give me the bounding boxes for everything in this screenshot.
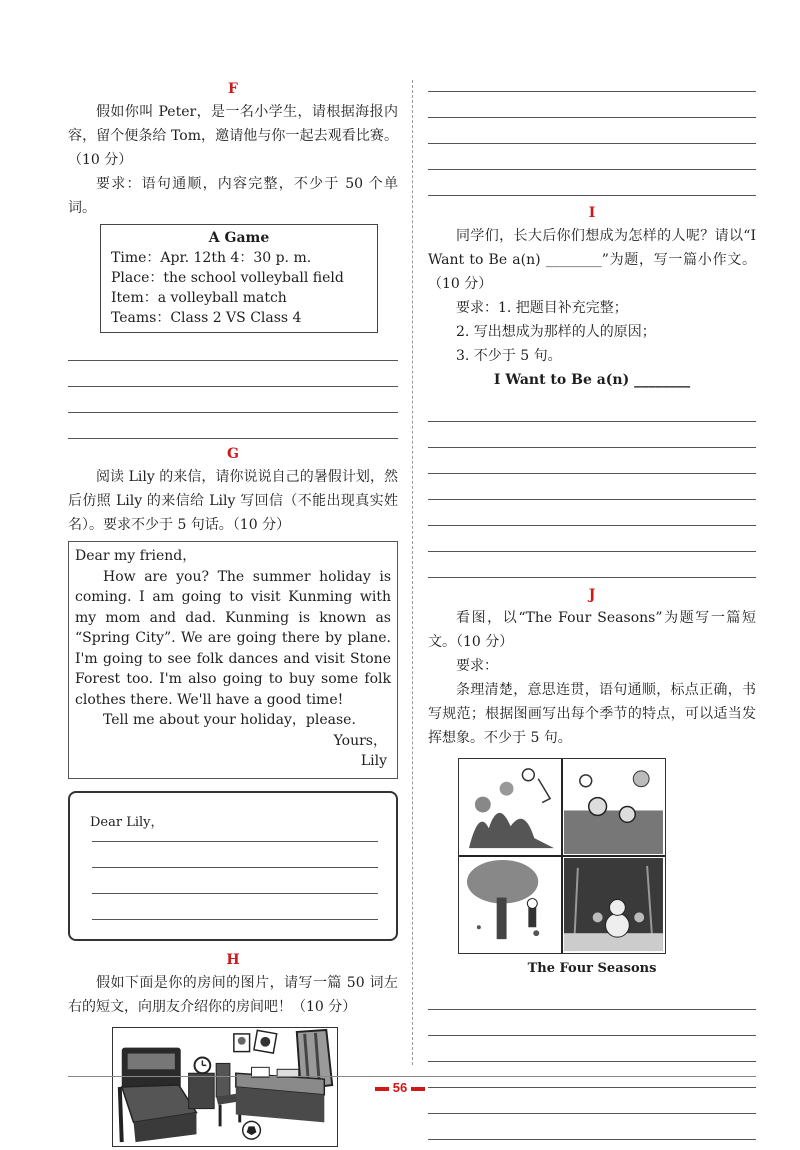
answer-line[interactable] — [428, 66, 756, 92]
answer-line[interactable] — [428, 474, 756, 500]
section-j-intro: 看图，以“The Four Seasons”为题写一篇短文。（10 分） — [428, 610, 756, 650]
poster-teams: Teams：Class 2 VS Class 4 — [111, 310, 302, 326]
letter-sign: Lily — [360, 753, 387, 769]
answer-line[interactable] — [428, 396, 756, 422]
four-seasons-caption: The Four Seasons — [527, 961, 657, 976]
answer-line[interactable] — [428, 500, 756, 526]
section-i-letter: I — [588, 205, 596, 221]
answer-line[interactable] — [428, 1114, 756, 1140]
poster-time: Time：Apr. 12th 4：30 p. m. — [111, 250, 312, 266]
answer-line[interactable] — [68, 361, 398, 387]
left-column — [68, 70, 398, 1147]
section-f-requirement: 要求：语句通顺，内容完整，不少于 50 个单词。 — [68, 176, 398, 216]
answer-line[interactable] — [428, 92, 756, 118]
section-f-letter: F — [228, 81, 238, 97]
page-number: 56 — [370, 1080, 430, 1095]
footer-rule — [68, 1076, 756, 1077]
answer-line[interactable] — [428, 552, 756, 578]
answer-line[interactable] — [428, 448, 756, 474]
right-column — [428, 70, 756, 1140]
section-g-intro: 阅读 Lily 的来信，请你说说自己的暑假计划，然后仿照 Lily 的来信给 Lily 写回信（不能出现真实姓名）。要求不少于 5 句话。（10 分） — [68, 469, 398, 533]
reply-line[interactable] — [92, 841, 378, 842]
lily-letter — [68, 541, 398, 779]
section-i-req1: 要求：1. 把题目补充完整； — [456, 300, 628, 316]
football-icon — [243, 1121, 261, 1139]
section-f-answer-lines — [68, 335, 398, 439]
reply-line[interactable] — [92, 893, 378, 894]
answer-line[interactable] — [428, 526, 756, 552]
letter-close: Tell me about your holiday，please. — [103, 712, 356, 728]
reply-greeting: Dear Lily， — [90, 814, 164, 830]
reply-line[interactable] — [92, 919, 378, 920]
answer-line[interactable] — [428, 984, 756, 1010]
reply-frame — [68, 791, 398, 941]
answer-line[interactable] — [428, 1036, 756, 1062]
letter-greeting: Dear my friend， — [75, 548, 197, 564]
game-poster — [100, 224, 378, 333]
section-j-letter: J — [588, 587, 596, 603]
letter-signoff: Yours， — [333, 732, 387, 749]
letter-body: How are you? The summer holiday is coming. I am going to visit Kunming with my mom and dad. Kunming is known as “Spring City”. We are going there by plane. I'm going to see folk dances and visit Stone Forest too. I'm also going to buy some folk clothes there. We'll have a good time! — [75, 568, 391, 708]
section-f-intro: 假如你叫 Peter，是一名小学生，请根据海报内容，留个便条给 Tom，邀请他与你一起去观看比赛。（10 分） — [68, 104, 398, 168]
section-j-req-label: 要求： — [456, 658, 498, 674]
section-i-title: I Want to Be a(n) ________ — [493, 372, 691, 388]
section-i-answer-lines — [428, 396, 756, 578]
answer-line[interactable] — [428, 422, 756, 448]
answer-line[interactable] — [68, 413, 398, 439]
room-picture — [112, 1027, 338, 1147]
section-i-req2: 2. 写出想成为那样的人的原因； — [456, 324, 656, 340]
answer-line[interactable] — [428, 170, 756, 196]
answer-line[interactable] — [68, 335, 398, 361]
reply-line[interactable] — [92, 867, 378, 868]
four-seasons-picture — [458, 758, 666, 954]
poster-item: Item：a volleyball match — [111, 290, 287, 306]
answer-line[interactable] — [428, 1088, 756, 1114]
column-divider — [412, 80, 413, 1065]
section-i-req3: 3. 不少于 5 句。 — [456, 348, 562, 364]
section-h-letter: H — [226, 951, 240, 968]
poster-place: Place：the school volleyball field — [111, 270, 344, 286]
answer-line[interactable] — [428, 1010, 756, 1036]
answer-line[interactable] — [428, 1062, 756, 1088]
poster-title: A Game — [208, 230, 270, 246]
answer-line[interactable] — [68, 387, 398, 413]
continued-answer-lines — [428, 66, 756, 196]
section-h-intro: 假如下面是你的房间的图片，请写一篇 50 词左右的短文，向朋友介绍你的房间吧！（10 分） — [68, 974, 398, 1015]
section-j-answer-lines — [428, 984, 756, 1140]
section-i-intro: 同学们，长大后你们想成为怎样的人呢？请以“I Want to Be a(n) ________”为题，写一篇小作文。（10 分） — [428, 228, 756, 292]
section-j-req-text: 条理清楚，意思连贯，语句通顺，标点正确，书写规范；根据图画写出每个季节的特点，可以适当发挥想象。不少于 5 句。 — [428, 682, 756, 746]
winter-scene-icon — [564, 858, 663, 951]
answer-line[interactable] — [428, 118, 756, 144]
answer-line[interactable] — [428, 144, 756, 170]
section-g-letter: G — [227, 446, 239, 462]
